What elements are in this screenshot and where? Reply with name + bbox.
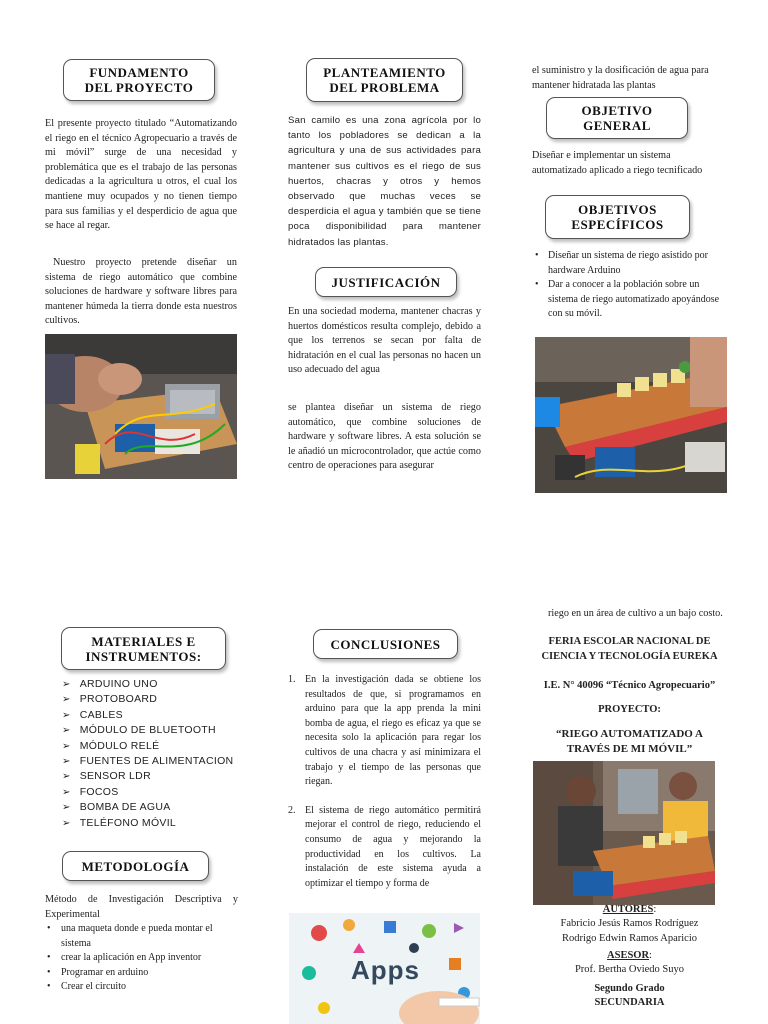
list-item: • Crear el circuito [47,981,126,993]
autor-2: Rodrigo Edwin Ramos Aparicio [561,933,698,944]
objetivos-especificos-heading [545,195,690,239]
planteamiento-title: PLANTEAMIENTO DEL PROBLEMA [323,65,446,95]
metodologia-heading [62,851,209,881]
conclusiones-list [288,673,481,891]
justificacion-paragraph-2: se plantea diseñar un sistema de riego automático, que combine soluciones de hardware y software libres. A esta solución se le añadió un microcontrolador, que actúe como centro de operaciones para asegurar [288,402,481,472]
list-item: • Programar en arduino [47,966,149,978]
list-item: • Dar a conocer a la población sobre un sistema de riego automatizado apoyándose con su móvil. [535,279,720,320]
maqueta-photo [535,337,727,493]
autores-label-colon: : [653,904,657,915]
materiales-list [62,677,242,831]
list-item: ➢ TELÉFONO MÓVIL [62,816,242,831]
conclusiones-continuation: riego en un área de cultivo a un bajo costo. [548,608,723,619]
objetivo-general-title: OBJETIVO GENERAL [581,103,653,133]
objetivos-especificos-list [535,249,728,322]
asesor-name: Prof. Bertha Oviedo Suyo [574,964,685,975]
list-item: ➢ SENSOR LDR [62,769,242,784]
list-item: ➢ PROTOBOARD [62,692,242,707]
apps-illustration [289,913,480,1024]
cover-proyecto-title: “RIEGO AUTOMATIZADO A TRAVÉS DE MI MÓVIL” [556,728,703,755]
justificacion-heading [315,267,457,297]
materiales-heading [61,627,226,670]
materiales-title: MATERIALES E INSTRUMENTOS: [85,633,202,664]
metodologia-intro: Método de Investigación Descriptiva y Experimental [45,894,238,920]
apps-label: Apps [351,955,420,985]
objetivos-continuation: el suministro y la dosificación de agua para mantener hidratada las plantas [532,65,709,91]
conclusiones-title: CONCLUSIONES [330,636,441,652]
nivel: SECUNDARIA [594,997,665,1008]
justificacion-title: JUSTIFICACIÓN [331,274,441,290]
list-item: ➢ MÓDULO RELÉ [62,739,242,754]
autor-1: Fabricio Jesús Ramos Rodríguez [560,918,699,929]
maqueta-image [535,337,727,493]
list-item: • Diseñar un sistema de riego asistido por hardware Arduino [535,250,708,276]
cover-proyecto-label: PROYECTO: [598,704,661,715]
asesor-label-colon: : [649,950,652,961]
fundamento-paragraph-2: Nuestro proyecto pretende diseñar un sistema de riego automático que combine soluciones de hardware y software libres para mantener húmeda la tierra donde esta nuestros cultivos. [45,257,237,327]
metodologia-list [47,922,241,995]
list-item: ➢ CABLES [62,708,242,723]
list-item: • una maqueta donde e pueda montar el sistema [47,923,213,949]
grado: Segundo Grado [594,983,665,994]
fundamento-heading [63,59,215,101]
fundamento-title: FUNDAMENTO DEL PROYECTO [84,65,194,95]
asesor-label-text: ASESOR [607,950,650,961]
objetivo-general-text: Diseñar e implementar un sistema automatizado aplicado a riego tecnificado [532,150,703,176]
list-item: ➢ FOCOS [62,785,242,800]
autores-label [537,903,722,918]
list-item: ➢ BOMBA DE AGUA [62,800,242,815]
list-item: ➢ ARDUINO UNO [62,677,242,692]
students-image [533,761,715,905]
asesor-label [537,949,722,964]
arduino-wiring-photo [45,334,237,479]
cover-ie: I.E. N° 40096 “Técnico Agropecuario” [543,680,716,691]
objetivos-especificos-title: OBJETIVOS ESPECÍFICOS [571,202,664,232]
list-item: ➢ MÓDULO DE BLUETOOTH [62,723,242,738]
arduino-wiring-image [45,334,237,479]
metodologia-title: METODOLOGÍA [81,858,190,874]
fundamento-paragraph-1: El presente proyecto titulado “Automatizando el riego en el técnico Agropecuario a través de mi móvil” surge de una necesidad y problemática que es el trabajo de las personas dedicadas a la agricultura u otros, el cual los mantiene muy ocupados y no tienen tiempo para sus familias y el desperdicio de agua que se hace al regar. [45,118,237,232]
planteamiento-heading [306,58,463,102]
list-item: • crear la aplicación en App inventor [47,952,202,964]
planteamiento-paragraph: San camilo es una zona agrícola por lo tanto los pobladores se dedican a la agricultura y una de sus actividades para mantener sus cultivos es el riego de sus huertos, chacras y otros y hemos observado que muchas veces se desperdicia el agua y también que se tiene poca disponibilidad para mantener hidratados las plantas. [288,115,481,248]
objetivo-general-heading [546,97,688,139]
students-photo [533,761,715,905]
list-item: 1. En la investigación dada se obtiene los resultados de que, si programamos en arduino para que la app prenda la mini bomba de agua, el riego es eficaz ya que se necesita solo la aplicación para regar los cultivos de una chacra y así minimizara el trabajo y el tiempo de las personas que riegan. [288,674,481,788]
conclusiones-heading [313,629,458,659]
cover-feria: FERIA ESCOLAR NACIONAL DE CIENCIA Y TECNOLOGÍA EUREKA [541,636,718,662]
autores-label-text: AUTORES [602,904,654,915]
justificacion-paragraph-1: En una sociedad moderna, mantener chacras y huertos domésticos resulta complejo, debido a que los terrenos se secan por falta de hidratación en el cual las personas no hacen un uso adecuado del agua [288,306,481,376]
list-item: 2. El sistema de riego automático permitirá mejorar el control de riego, reduciendo el consumo de agua y mejorando la productividad en los cultivos. La instalación de este sistema ayuda a optimizar el tiempo y forma de [288,804,481,889]
list-item: ➢ FUENTES DE ALIMENTACION [62,754,242,769]
